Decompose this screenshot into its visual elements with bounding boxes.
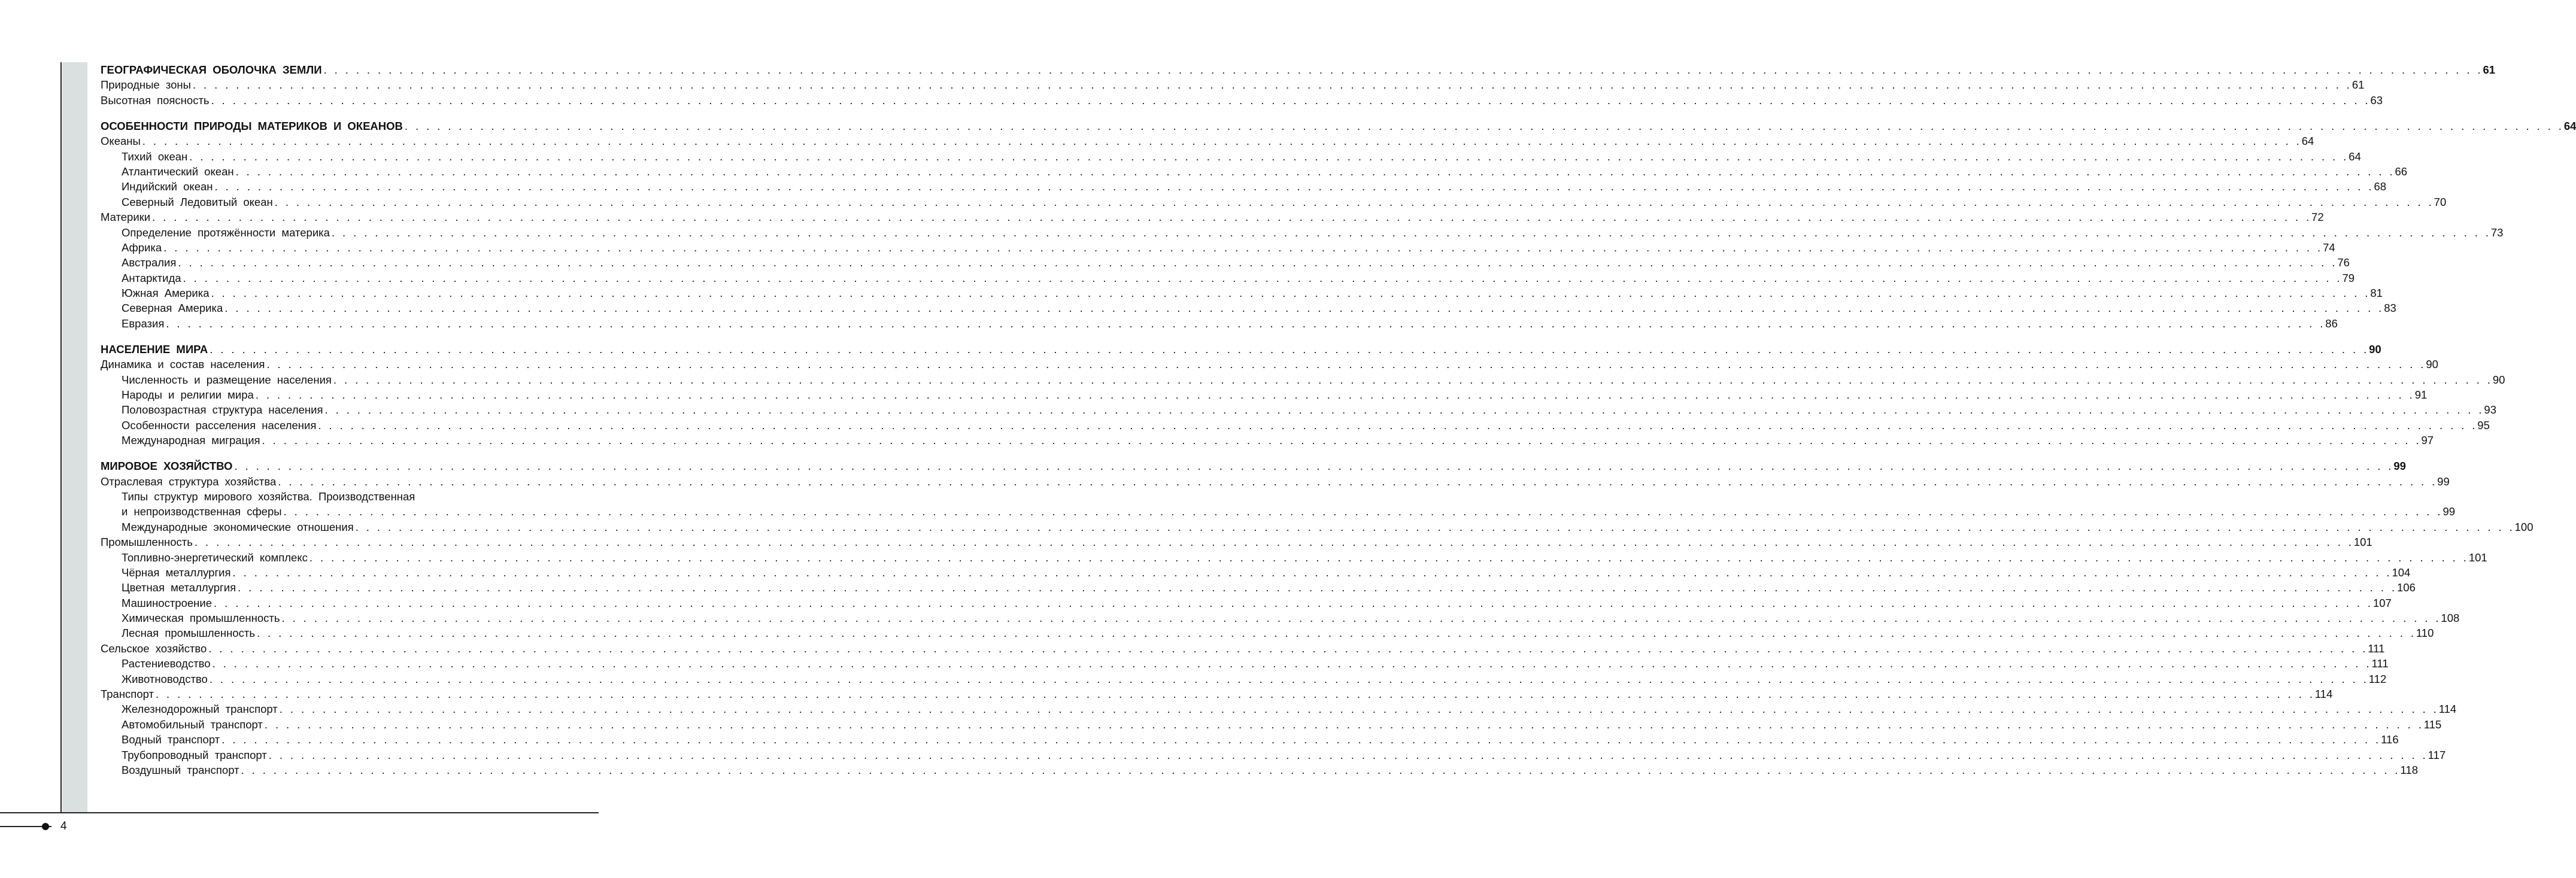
toc-entry [101, 474, 2450, 489]
dot-leader: . . . . . . . . . . . . . . . . . . . . . . . . . . . . . . . . . . . . . . . . . . . . . . . . . . . . . . . . . . . . . . . . . . . . . . . . . . . . . . . . . . . . . . . . . . . . . . . . . . . . . . . . . . . . . . . . . . . . . . . . . . . . . . . . . . . . . . . . . . . . . . . . . . . . . . . . . . . . . . . . . . . . . . . . . . . . . . . . . . . . . . . . . . . . . . . . . . . . . . . . [404, 119, 2564, 132]
dot-leader: . . . . . . . . . . . . . . . . . . . . . . . . . . . . . . . . . . . . . . . . . . . . . . . . . . . . . . . . . . . . . . . . . . . . . . . . . . . . . . . . . . . . . . . . . . . . . . . . . . . . . . . . . . . . . . . . . . . . . . . . . . . . . . . . . . . . . . . . . . . . . . . . . . . . . . . . . . . . . . . . . . . . . . . . . . . . . . . . . . . . . . . . . . . . . . . . . . . . . . . . [232, 566, 2392, 579]
toc-entry-page: 68 [2374, 180, 2387, 193]
toc-entry-title: Северная Америка [122, 302, 223, 315]
dot-leader: . . . . . . . . . . . . . . . . . . . . . . . . . . . . . . . . . . . . . . . . . . . . . . . . . . . . . . . . . . . . . . . . . . . . . . . . . . . . . . . . . . . . . . . . . . . . . . . . . . . . . . . . . . . . . . . . . . . . . . . . . . . . . . . . . . . . . . . . . . . . . . . . . . . . . . . . . . . . . . . . . . . . . . . . . . . . . . . . . . . . . . . . . . . . . . . . . . . . . . . . [222, 733, 2381, 746]
toc-entry [101, 610, 2460, 625]
toc-entry-page: 118 [2400, 763, 2418, 776]
toc-entry-title: Отраслевая структура хозяйства [101, 475, 277, 488]
toc-entry-title: Атлантический океан [122, 165, 234, 178]
dot-leader: . . . . . . . . . . . . . . . . . . . . . . . . . . . . . . . . . . . . . . . . . . . . . . . . . . . . . . . . . . . . . . . . . . . . . . . . . . . . . . . . . . . . . . . . . . . . . . . . . . . . . . . . . . . . . . . . . . . . . . . . . . . . . . . . . . . . . . . . . . . . . . . . . . . . . . . . . . . . . . . . . . . . . . . . . . . . . . . . . . . . . . . . . . . . . . . . . . . . . . . . [163, 241, 2323, 254]
toc-entry [101, 195, 2447, 209]
toc-entry-title: Промышленность [101, 536, 193, 549]
toc-entry-title: ГЕОГРАФИЧЕСКАЯ ОБОЛОЧКА ЗЕМЛИ [101, 63, 322, 76]
toc-entry-title: и непроизводственная сферы [122, 505, 282, 518]
dot-leader: . . . . . . . . . . . . . . . . . . . . . . . . . . . . . . . . . . . . . . . . . . . . . . . . . . . . . . . . . . . . . . . . . . . . . . . . . . . . . . . . . . . . . . . . . . . . . . . . . . . . . . . . . . . . . . . . . . . . . . . . . . . . . . . . . . . . . . . . . . . . . . . . . . . . . . . . . . . . . . . . . . . . . . . . . . . . . . . . . . . . . . . . . . . . . . . . . . . . . . . . [255, 388, 2415, 401]
page-number: 4 [60, 820, 67, 833]
toc-entry-page: 79 [2342, 271, 2355, 284]
dot-leader: . . . . . . . . . . . . . . . . . . . . . . . . . . . . . . . . . . . . . . . . . . . . . . . . . . . . . . . . . . . . . . . . . . . . . . . . . . . . . . . . . . . . . . . . . . . . . . . . . . . . . . . . . . . . . . . . . . . . . . . . . . . . . . . . . . . . . . . . . . . . . . . . . . . . . . . . . . . . . . . . . . . . . . . . . . . . . . . . . . . . . . . . . . . . . . . . . . . . . . . . [208, 642, 2368, 655]
dot-leader: . . . . . . . . . . . . . . . . . . . . . . . . . . . . . . . . . . . . . . . . . . . . . . . . . . . . . . . . . . . . . . . . . . . . . . . . . . . . . . . . . . . . . . . . . . . . . . . . . . . . . . . . . . . . . . . . . . . . . . . . . . . . . . . . . . . . . . . . . . . . . . . . . . . . . . . . . . . . . . . . . . . . . . . . . . . . . . . . . . . . . . . . . . . . . . . . . . . . . . . . [212, 657, 2372, 670]
toc-entry-title: Типы структур мирового хозяйства. Производственная [122, 490, 415, 503]
toc-entry [101, 357, 2438, 372]
toc-entry-page: 63 [2370, 93, 2383, 107]
toc-entry-page: 72 [2311, 211, 2324, 224]
dot-leader: . . . . . . . . . . . . . . . . . . . . . . . . . . . . . . . . . . . . . . . . . . . . . . . . . . . . . . . . . . . . . . . . . . . . . . . . . . . . . . . . . . . . . . . . . . . . . . . . . . . . . . . . . . . . . . . . . . . . . . . . . . . . . . . . . . . . . . . . . . . . . . . . . . . . . . . . . . . . . . . . . . . . . . . . . . . . . . . . . . . . . . . . . . . . . . . . . . . . . . . . [318, 418, 2478, 432]
dot-leader: . . . . . . . . . . . . . . . . . . . . . . . . . . . . . . . . . . . . . . . . . . . . . . . . . . . . . . . . . . . . . . . . . . . . . . . . . . . . . . . . . . . . . . . . . . . . . . . . . . . . . . . . . . . . . . . . . . . . . . . . . . . . . . . . . . . . . . . . . . . . . . . . . . . . . . . . . . . . . . . . . . . . . . . . . . . . . . . . . . . . . . . . . . . . . . . . . . . . . . . . [262, 434, 2422, 447]
toc-entry-page: 64 [2301, 135, 2314, 148]
toc-section [101, 458, 2406, 473]
toc-entry-title: Водный транспорт [122, 733, 220, 746]
toc-entry-title: Машиностроение [122, 596, 213, 609]
toc-entry [101, 93, 2383, 108]
toc-entry [101, 164, 2408, 179]
toc-entry-page: 74 [2323, 241, 2335, 254]
toc-entry-page: 66 [2395, 165, 2408, 178]
dot-leader: . . . . . . . . . . . . . . . . . . . . . . . . . . . . . . . . . . . . . . . . . . . . . . . . . . . . . . . . . . . . . . . . . . . . . . . . . . . . . . . . . . . . . . . . . . . . . . . . . . . . . . . . . . . . . . . . . . . . . . . . . . . . . . . . . . . . . . . . . . . . . . . . . . . . . . . . . . . . . . . . . . . . . . . . . . . . . . . . . . . . . . . . . . . . . . . . . . . . . . . . [214, 596, 2373, 609]
toc-entry [101, 625, 2434, 640]
toc-entry-title: НАСЕЛЕНИЕ МИРА [101, 342, 208, 356]
toc-entry-title: Топливно-энергетический комплекс [122, 551, 308, 564]
toc-entry-title: Тихий океан [122, 150, 188, 163]
dot-leader: . . . . . . . . . . . . . . . . . . . . . . . . . . . . . . . . . . . . . . . . . . . . . . . . . . . . . . . . . . . . . . . . . . . . . . . . . . . . . . . . . . . . . . . . . . . . . . . . . . . . . . . . . . . . . . . . . . . . . . . . . . . . . . . . . . . . . . . . . . . . . . . . . . . . . . . . . . . . . . . . . . . . . . . . . . . . . . . . . . . . . . . . . . . . . . . . . . . . . . . . [331, 226, 2491, 239]
dot-leader: . . . . . . . . . . . . . . . . . . . . . . . . . . . . . . . . . . . . . . . . . . . . . . . . . . . . . . . . . . . . . . . . . . . . . . . . . . . . . . . . . . . . . . . . . . . . . . . . . . . . . . . . . . . . . . . . . . . . . . . . . . . . . . . . . . . . . . . . . . . . . . . . . . . . . . . . . . . . . . . . . . . . . . . . . . . . . . . . . . . . . . . . . . . . . . . . . . . . . . . . [214, 180, 2374, 193]
toc-entry-page: 64 [2349, 150, 2361, 163]
toc-entry-page: 108 [2441, 612, 2460, 625]
toc-entry-page: 99 [2393, 460, 2406, 473]
dot-leader: . . . . . . . . . . . . . . . . . . . . . . . . . . . . . . . . . . . . . . . . . . . . . . . . . . . . . . . . . . . . . . . . . . . . . . . . . . . . . . . . . . . . . . . . . . . . . . . . . . . . . . . . . . . . . . . . . . . . . . . . . . . . . . . . . . . . . . . . . . . . . . . . . . . . . . . . . . . . . . . . . . . . . . . . . . . . . . . . . . . . . . . . . . . . . . . . . . . . . . . . [209, 672, 2369, 685]
toc-entry-page: 61 [2352, 78, 2365, 92]
toc-entry-title: Чёрная металлургия [122, 566, 231, 579]
toc-entry-title: Железнодорожный транспорт [122, 703, 278, 716]
toc-entry-page: 110 [2416, 627, 2434, 640]
toc-entry [101, 133, 2314, 148]
toc-section [101, 62, 2496, 77]
toc-entry-page: 114 [2438, 703, 2457, 716]
toc-entry-title: Северный Ледовитый океан [122, 195, 273, 208]
dot-leader: . . . . . . . . . . . . . . . . . . . . . . . . . . . . . . . . . . . . . . . . . . . . . . . . . . . . . . . . . . . . . . . . . . . . . . . . . . . . . . . . . . . . . . . . . . . . . . . . . . . . . . . . . . . . . . . . . . . . . . . . . . . . . . . . . . . . . . . . . . . . . . . . . . . . . . . . . . . . . . . . . . . . . . . . . . . . . . . . . . . . . . . . . . . . . . . . . . . . . . . . [155, 688, 2315, 701]
margin-band [62, 62, 87, 813]
toc-entry-title: Международные экономические отношения [122, 520, 354, 533]
toc-entry [101, 433, 2434, 448]
toc-entry-page: 115 [2423, 718, 2442, 731]
toc-entry [101, 489, 545, 504]
toc-entry-title: Воздушный транспорт [122, 763, 239, 776]
toc-entry-title: Автомобильный транспорт [122, 718, 263, 731]
toc-entry-title: Численность и размещение населения [122, 373, 332, 386]
toc-entry [101, 550, 2487, 565]
toc-entry [101, 672, 2387, 686]
toc-entry [101, 240, 2335, 255]
footer-rule [0, 812, 599, 813]
toc-entry [101, 701, 2457, 716]
toc-entry-page: 93 [2484, 403, 2496, 417]
toc-entry-title: Трубопроводный транспорт [122, 748, 267, 761]
toc-entry-title: Международная миграция [122, 434, 260, 447]
dot-leader: . . . . . . . . . . . . . . . . . . . . . . . . . . . . . . . . . . . . . . . . . . . . . . . . . . . . . . . . . . . . . . . . . . . . . . . . . . . . . . . . . . . . . . . . . . . . . . . . . . . . . . . . . . . . . . . . . . . . . . . . . . . . . . . . . . . . . . . . . . . . . . . . . . . . . . . . . . . . . . . . . . . . . . . . . . . . . . . . . . . . . . . . . . . . . . . . . . . . . . . . [224, 302, 2384, 315]
toc-entry-page: 114 [2314, 688, 2333, 701]
toc-entry-title: Материки [101, 211, 151, 224]
dot-leader: . . . . . . . . . . . . . . . . . . . . . . . . . . . . . . . . . . . . . . . . . . . . . . . . . . . . . . . . . . . . . . . . . . . . . . . . . . . . . . . . . . . . . . . . . . . . . . . . . . . . . . . . . . . . . . . . . . . . . . . . . . . . . . . . . . . . . . . . . . . . . . . . . . . . . . . . . . . . . . . . . . . . . . . . . . . . . . . . . . . . . . . . . . . . . . . . . . . . . . . . [183, 271, 2343, 284]
toc-entry [101, 504, 2456, 519]
toc-entry-title: Индийский океан [122, 180, 213, 193]
toc-entry [101, 300, 2396, 315]
toc-entry-title: Химическая промышленность [122, 612, 280, 625]
dot-leader: . . . . . . . . . . . . . . . . . . . . . . . . . . . . . . . . . . . . . . . . . . . . . . . . . . . . . . . . . . . . . . . . . . . . . . . . . . . . . . . . . . . . . . . . . . . . . . . . . . . . . . . . . . . . . . . . . . . . . . . . . . . . . . . . . . . . . . . . . . . . . . . . . . . . . . . . . . . . . . . . . . . . . . . . . . . . . . . . . . . . . . . . . . . . . . . . . . . . . . . . [211, 287, 2371, 300]
toc-entry-page: 101 [2468, 551, 2487, 564]
toc-entry [101, 418, 2490, 433]
toc-entry [101, 77, 2365, 92]
dot-leader: . . . . . . . . . . . . . . . . . . . . . . . . . . . . . . . . . . . . . . . . . . . . . . . . . . . . . . . . . . . . . . . . . . . . . . . . . . . . . . . . . . . . . . . . . . . . . . . . . . . . . . . . . . . . . . . . . . . . . . . . . . . . . . . . . . . . . . . . . . . . . . . . . . . . . . . . . . . . . . . . . . . . . . . . . . . . . . . . . . . . . . . . . . . . . . . . . . . . . . . . [279, 703, 2439, 716]
toc-entry-page: 76 [2337, 256, 2350, 269]
toc-entry-title: Океаны [101, 135, 141, 148]
dot-leader: . . . . . . . . . . . . . . . . . . . . . . . . . . . . . . . . . . . . . . . . . . . . . . . . . . . . . . . . . . . . . . . . . . . . . . . . . . . . . . . . . . . . . . . . . . . . . . . . . . . . . . . . . . . . . . . . . . . . . . . . . . . . . . . . . . . . . . . . . . . . . . . . . . . . . . . . . . . . . . . . . . . . . . . . . . . . . . . . . . . . . . . . . . . . . . . . . . . . . . . . [274, 195, 2434, 208]
toc-entry-page: 86 [2325, 317, 2338, 330]
toc-entry [101, 271, 2355, 285]
toc-section [101, 119, 2576, 133]
toc-entry [101, 285, 2383, 300]
toc-entry-page: 61 [2483, 63, 2496, 76]
toc-entry-page: 111 [2368, 642, 2385, 655]
toc-entry [101, 372, 2505, 387]
toc-entry-title: Австралия [122, 256, 177, 269]
toc-entry-title: Динамика и состав населения [101, 358, 265, 371]
toc-entry-title: Определение протяжённости материка [122, 226, 330, 239]
toc-entry-page: 104 [2392, 566, 2411, 579]
toc-entry [101, 209, 2324, 224]
toc-entry [101, 717, 2442, 732]
toc-entry-page: 106 [2397, 581, 2416, 594]
toc-entry-page: 99 [2437, 475, 2450, 488]
toc-entry-page: 117 [2428, 748, 2446, 761]
toc-entry [101, 656, 2389, 671]
toc-entry [101, 387, 2428, 402]
dot-leader: . . . . . . . . . . . . . . . . . . . . . . . . . . . . . . . . . . . . . . . . . . . . . . . . . . . . . . . . . . . . . . . . . . . . . . . . . . . . . . . . . . . . . . . . . . . . . . . . . . . . . . . . . . . . . . . . . . . . . . . . . . . . . . . . . . . . . . . . . . . . . . . . . . . . . . . . . . . . . . . . . . . . . . . . . . . . . . . . . . . . . . . . . . . . . . . . . . . . . . . . [152, 211, 2312, 224]
dot-leader: . . . . . . . . . . . . . . . . . . . . . . . . . . . . . . . . . . . . . . . . . . . . . . . . . . . . . . . . . . . . . . . . . . . . . . . . . . . . . . . . . . . . . . . . . . . . . . . . . . . . . . . . . . . . . . . . . . . . . . . . . . . . . . . . . . . . . . . . . . . . . . . . . . . . . . . . . . . . . . . . . . . . . . . . . . . . . . . . . . . . . . . . . . . . . . . . . . . . . . . . [309, 551, 2469, 564]
dot-leader: . . . . . . . . . . . . . . . . . . . . . . . . . . . . . . . . . . . . . . . . . . . . . . . . . . . . . . . . . . . . . . . . . . . . . . . . . . . . . . . . . . . . . . . . . . . . . . . . . . . . . . . . . . . . . . . . . . . . . . . . . . . . . . . . . . . . . . . . . . . . . . . . . . . . . . . . . . . . . . . . . . . . . . . . . . . . . . . . . . . . . . . . . . . . . . . . . . . . . . . . [355, 520, 2515, 533]
dot-leader: . . . . . . . . . . . . . . . . . . . . . . . . . . . . . . . . . . . . . . . . . . . . . . . . . . . . . . . . . . . . . . . . . . . . . . . . . . . . . . . . . . . . . . . . . . . . . . . . . . . . . . . . . . . . . . . . . . . . . . . . . . . . . . . . . . . . . . . . . . . . . . . . . . . . . . . . . . . . . . . . . . . . . . . . . . . . . . . . . . . . . . . . . . . . . . . . . . . . . . . . [278, 475, 2438, 488]
dot-leader: . . . . . . . . . . . . . . . . . . . . . . . . . . . . . . . . . . . . . . . . . . . . . . . . . . . . . . . . . . . . . . . . . . . . . . . . . . . . . . . . . . . . . . . . . . . . . . . . . . . . . . . . . . . . . . . . . . . . . . . . . . . . . . . . . . . . . . . . . . . . . . . . . . . . . . . . . . . . . . . . . . . . . . . . . . . . . . . . . . . . . . . . . . . . . . . . . . . . . . . . [192, 78, 2352, 92]
toc-entry-title: Народы и религии мира [122, 388, 254, 401]
toc-entry [101, 686, 2333, 701]
toc-entry [101, 732, 2399, 747]
table-of-contents [101, 62, 2576, 777]
dot-leader: . . . . . . . . . . . . . . . . . . . . . . . . . . . . . . . . . . . . . . . . . . . . . . . . . . . . . . . . . . . . . . . . . . . . . . . . . . . . . . . . . . . . . . . . . . . . . . . . . . . . . . . . . . . . . . . . . . . . . . . . . . . . . . . . . . . . . . . . . . . . . . . . . . . . . . . . . . . . . . . . . . . . . . . . . . . . . . . . . . . . . . . . . . . . . . . . . . . . . . . . [333, 373, 2493, 386]
toc-entry [101, 565, 2411, 580]
dot-leader: . . . . . . . . . . . . . . . . . . . . . . . . . . . . . . . . . . . . . . . . . . . . . . . . . . . . . . . . . . . . . . . . . . . . . . . . . . . . . . . . . . . . . . . . . . . . . . . . . . . . . . . . . . . . . . . . . . . . . . . . . . . . . . . . . . . . . . . . . . . . . . . . . . . . . . . . . . . . . . . . . . . . . . . . . . . . . . . . . . . . . . . . . . . . . . . . . . . . . . . . [235, 165, 2395, 178]
toc-entry-title: Антарктида [122, 271, 181, 284]
toc-entry-page: 99 [2443, 505, 2456, 518]
toc-entry [101, 149, 2361, 164]
toc-entry-page: 73 [2490, 226, 2504, 239]
dot-leader: . . . . . . . . . . . . . . . . . . . . . . . . . . . . . . . . . . . . . . . . . . . . . . . . . . . . . . . . . . . . . . . . . . . . . . . . . . . . . . . . . . . . . . . . . . . . . . . . . . . . . . . . . . . . . . . . . . . . . . . . . . . . . . . . . . . . . . . . . . . . . . . . . . . . . . . . . . . . . . . . . . . . . . . . . . . . . . . . . . . . . . . . . . . . . . . . . . . . . . . . [283, 505, 2443, 518]
toc-entry-title: Африка [122, 241, 162, 254]
dot-leader: . . . . . . . . . . . . . . . . . . . . . . . . . . . . . . . . . . . . . . . . . . . . . . . . . . . . . . . . . . . . . . . . . . . . . . . . . . . . . . . . . . . . . . . . . . . . . . . . . . . . . . . . . . . . . . . . . . . . . . . . . . . . . . . . . . . . . . . . . . . . . . . . . . . . . . . . . . . . . . . . . . . . . . . . . . . . . . . . . . . . . . . . . . . . . . . . . . . . . . . . [194, 536, 2354, 549]
toc-entry-page: 101 [2353, 536, 2372, 549]
toc-entry-title: МИРОВОЕ ХОЗЯЙСТВО [101, 460, 233, 473]
toc-entry [101, 596, 2392, 610]
dot-leader: . . . . . . . . . . . . . . . . . . . . . . . . . . . . . . . . . . . . . . . . . . . . . . . . . . . . . . . . . . . . . . . . . . . . . . . . . . . . . . . . . . . . . . . . . . . . . . . . . . . . . . . . . . . . . . . . . . . . . . . . . . . . . . . . . . . . . . . . . . . . . . . . . . . . . . . . . . . . . . . . . . . . . . . . . . . . . . . . . . . . . . . . . . . . . . . . . . . . . . . . [178, 256, 2338, 269]
toc-entry [101, 580, 2416, 595]
toc-entry [101, 534, 2372, 549]
dot-leader: . . . . . . . . . . . . . . . . . . . . . . . . . . . . . . . . . . . . . . . . . . . . . . . . . . . . . . . . . . . . . . . . . . . . . . . . . . . . . . . . . . . . . . . . . . . . . . . . . . . . . . . . . . . . . . . . . . . . . . . . . . . . . . . . . . . . . . . . . . . . . . . . . . . . . . . . . . . . . . . . . . . . . . . . . . . . . . . . . . . . . . . . . . . . . . . . . . . . . . . . [268, 748, 2428, 761]
toc-entry-page: 90 [2492, 373, 2505, 386]
dot-leader: . . . . . . . . . . . . . . . . . . . . . . . . . . . . . . . . . . . . . . . . . . . . . . . . . . . . . . . . . . . . . . . . . . . . . . . . . . . . . . . . . . . . . . . . . . . . . . . . . . . . . . . . . . . . . . . . . . . . . . . . . . . . . . . . . . . . . . . . . . . . . . . . . . . . . . . . . . . . . . . . . . . . . . . . . . . . . . . . . . . . . . . . . . . . . . . . . . . . . . . . [211, 93, 2371, 107]
toc-entry-page: 81 [2370, 287, 2383, 300]
toc-entry-title: Лесная промышленность [122, 627, 255, 640]
dot-leader: . . . . . . . . . . . . . . . . . . . . . . . . . . . . . . . . . . . . . . . . . . . . . . . . . . . . . . . . . . . . . . . . . . . . . . . . . . . . . . . . . . . . . . . . . . . . . . . . . . . . . . . . . . . . . . . . . . . . . . . . . . . . . . . . . . . . . . . . . . . . . . . . . . . . . . . . . . . . . . . . . . . . . . . . . . . . . . . . . . . . . . . . . . . . . . . . . . . . . . . . [266, 358, 2426, 371]
toc-entry-title: Евразия [122, 317, 165, 330]
toc-entry-page: 95 [2477, 418, 2490, 432]
toc-entry-title: ОСОБЕННОСТИ ПРИРОДЫ МАТЕРИКОВ И ОКЕАНОВ [101, 119, 403, 132]
dot-leader: . . . . . . . . . . . . . . . . . . . . . . . . . . . . . . . . . . . . . . . . . . . . . . . . . . . . . . . . . . . . . . . . . . . . . . . . . . . . . . . . . . . . . . . . . . . . . . . . . . . . . . . . . . . . . . . . . . . . . . . . . . . . . . . . . . . . . . . . . . . . . . . . . . . . . . . . . . . . . . . . . . . . . . . . . . . . . . . . . . . . . . . . . . . . . . . . . . . . . . . . [142, 135, 2302, 148]
toc-entry-page: 112 [2368, 672, 2387, 685]
toc-entry-title: Цветная металлургия [122, 581, 236, 594]
toc-entry-title: Особенности расселения населения [122, 418, 317, 432]
dot-leader: . . . . . . . . . . . . . . . . . . . . . . . . . . . . . . . . . . . . . . . . . . . . . . . . . . . . . . . . . . . . . . . . . . . . . . . . . . . . . . . . . . . . . . . . . . . . . . . . . . . . . . . . . . . . . . . . . . . . . . . . . . . . . . . . . . . . . . . . . . . . . . . . . . . . . . . . . . . . . . . . . . . . . . . . . . . . . . . . . . . . . . . . . . . . . . . . . . . . . . . . [238, 581, 2398, 594]
dot-leader: . . . . . . . . . . . . . . . . . . . . . . . . . . . . . . . . . . . . . . . . . . . . . . . . . . . . . . . . . . . . . . . . . . . . . . . . . . . . . . . . . . . . . . . . . . . . . . . . . . . . . . . . . . . . . . . . . . . . . . . . . . . . . . . . . . . . . . . . . . . . . . . . . . . . . . . . . . . . . . . . . . . . . . . . . . . . . . . . . . . . . . . . . . . . . . . . . . . . . . . . [281, 612, 2441, 625]
dot-leader: . . . . . . . . . . . . . . . . . . . . . . . . . . . . . . . . . . . . . . . . . . . . . . . . . . . . . . . . . . . . . . . . . . . . . . . . . . . . . . . . . . . . . . . . . . . . . . . . . . . . . . . . . . . . . . . . . . . . . . . . . . . . . . . . . . . . . . . . . . . . . . . . . . . . . . . . . . . . . . . . . . . . . . . . . . . . . . . . . . . . . . . . . . . . . . . . . . . . . . . . [210, 342, 2369, 356]
margin-rule [60, 62, 62, 813]
toc-entry-page: 64 [2563, 119, 2576, 132]
toc-entry-page: 107 [2372, 596, 2392, 609]
toc-entry-title: Половозрастная структура населения [122, 403, 323, 417]
toc-entry [101, 179, 2387, 194]
toc-entry-page: 91 [2414, 388, 2428, 401]
toc-entry-page: 70 [2434, 195, 2447, 208]
toc-entry-title: Животноводство [122, 672, 208, 685]
toc-entry [101, 316, 2338, 331]
dot-leader: . . . . . . . . . . . . . . . . . . . . . . . . . . . . . . . . . . . . . . . . . . . . . . . . . . . . . . . . . . . . . . . . . . . . . . . . . . . . . . . . . . . . . . . . . . . . . . . . . . . . . . . . . . . . . . . . . . . . . . . . . . . . . . . . . . . . . . . . . . . . . . . . . . . . . . . . . . . . . . . . . . . . . . . . . . . . . . . . . . . . . . . . . . . . . . . . . . . . . . . . [241, 763, 2401, 776]
page-number-dot [42, 823, 49, 830]
dot-leader: . . . . . . . . . . . . . . . . . . . . . . . . . . . . . . . . . . . . . . . . . . . . . . . . . . . . . . . . . . . . . . . . . . . . . . . . . . . . . . . . . . . . . . . . . . . . . . . . . . . . . . . . . . . . . . . . . . . . . . . . . . . . . . . . . . . . . . . . . . . . . . . . . . . . . . . . . . . . . . . . . . . . . . . . . . . . . . . . . . . . . . . . . . . . . . . . . . . . . . . . [264, 718, 2424, 731]
toc-entry-page: 83 [2384, 302, 2396, 315]
toc-section [101, 342, 2381, 357]
toc-entry [101, 748, 2446, 762]
dot-leader: . . . . . . . . . . . . . . . . . . . . . . . . . . . . . . . . . . . . . . . . . . . . . . . . . . . . . . . . . . . . . . . . . . . . . . . . . . . . . . . . . . . . . . . . . . . . . . . . . . . . . . . . . . . . . . . . . . . . . . . . . . . . . . . . . . . . . . . . . . . . . . . . . . . . . . . . . . . . . . . . . . . . . . . . . . . . . . . . . . . . . . . . . . . . . . . . . . . . . . . . [323, 63, 2483, 76]
toc-entry [101, 402, 2496, 417]
toc-entry-title: Сельское хозяйство [101, 642, 207, 655]
toc-entry-title: Природные зоны [101, 78, 191, 92]
toc-entry-page: 97 [2421, 434, 2434, 447]
toc-entry-page: 116 [2381, 733, 2399, 746]
dot-leader: . . . . . . . . . . . . . . . . . . . . . . . . . . . . . . . . . . . . . . . . . . . . . . . . . . . . . . . . . . . . . . . . . . . . . . . . . . . . . . . . . . . . . . . . . . . . . . . . . . . . . . . . . . . . . . . . . . . . . . . . . . . . . . . . . . . . . . . . . . . . . . . . . . . . . . . . . . . . . . . . . . . . . . . . . . . . . . . . . . . . . . . . . . . . . . . . . . . . . . . . [256, 627, 2416, 640]
dot-leader: . . . . . . . . . . . . . . . . . . . . . . . . . . . . . . . . . . . . . . . . . . . . . . . . . . . . . . . . . . . . . . . . . . . . . . . . . . . . . . . . . . . . . . . . . . . . . . . . . . . . . . . . . . . . . . . . . . . . . . . . . . . . . . . . . . . . . . . . . . . . . . . . . . . . . . . . . . . . . . . . . . . . . . . . . . . . . . . . . . . . . . . . . . . . . . . . . . . . . . . . [234, 460, 2394, 473]
toc-entry-page: 111 [2371, 657, 2389, 670]
toc-entry-page: 100 [2514, 520, 2533, 533]
toc-entry [101, 255, 2350, 270]
toc-entry-title: Южная Америка [122, 287, 210, 300]
toc-entry-page: 90 [2426, 358, 2438, 371]
toc-entry [101, 641, 2385, 656]
toc-entry [101, 519, 2533, 534]
dot-leader: . . . . . . . . . . . . . . . . . . . . . . . . . . . . . . . . . . . . . . . . . . . . . . . . . . . . . . . . . . . . . . . . . . . . . . . . . . . . . . . . . . . . . . . . . . . . . . . . . . . . . . . . . . . . . . . . . . . . . . . . . . . . . . . . . . . . . . . . . . . . . . . . . . . . . . . . . . . . . . . . . . . . . . . . . . . . . . . . . . . . . . . . . . . . . . . . . . . . . . . . [324, 403, 2484, 417]
toc-entry-title: Высотная поясность [101, 93, 210, 107]
toc-entry [101, 762, 2418, 777]
toc-entry-title: Растениеводство [122, 657, 211, 670]
dot-leader: . . . . . . . . . . . . . . . . . . . . . . . . . . . . . . . . . . . . . . . . . . . . . . . . . . . . . . . . . . . . . . . . . . . . . . . . . . . . . . . . . . . . . . . . . . . . . . . . . . . . . . . . . . . . . . . . . . . . . . . . . . . . . . . . . . . . . . . . . . . . . . . . . . . . . . . . . . . . . . . . . . . . . . . . . . . . . . . . . . . . . . . . . . . . . . . . . . . . . . . . [189, 150, 2349, 163]
toc-entry [101, 225, 2504, 240]
toc-entry-title: Транспорт [101, 688, 154, 701]
toc-entry-page: 90 [2369, 342, 2381, 356]
dot-leader: . . . . . . . . . . . . . . . . . . . . . . . . . . . . . . . . . . . . . . . . . . . . . . . . . . . . . . . . . . . . . . . . . . . . . . . . . . . . . . . . . . . . . . . . . . . . . . . . . . . . . . . . . . . . . . . . . . . . . . . . . . . . . . . . . . . . . . . . . . . . . . . . . . . . . . . . . . . . . . . . . . . . . . . . . . . . . . . . . . . . . . . . . . . . . . . . . . . . . . . . [166, 317, 2326, 330]
